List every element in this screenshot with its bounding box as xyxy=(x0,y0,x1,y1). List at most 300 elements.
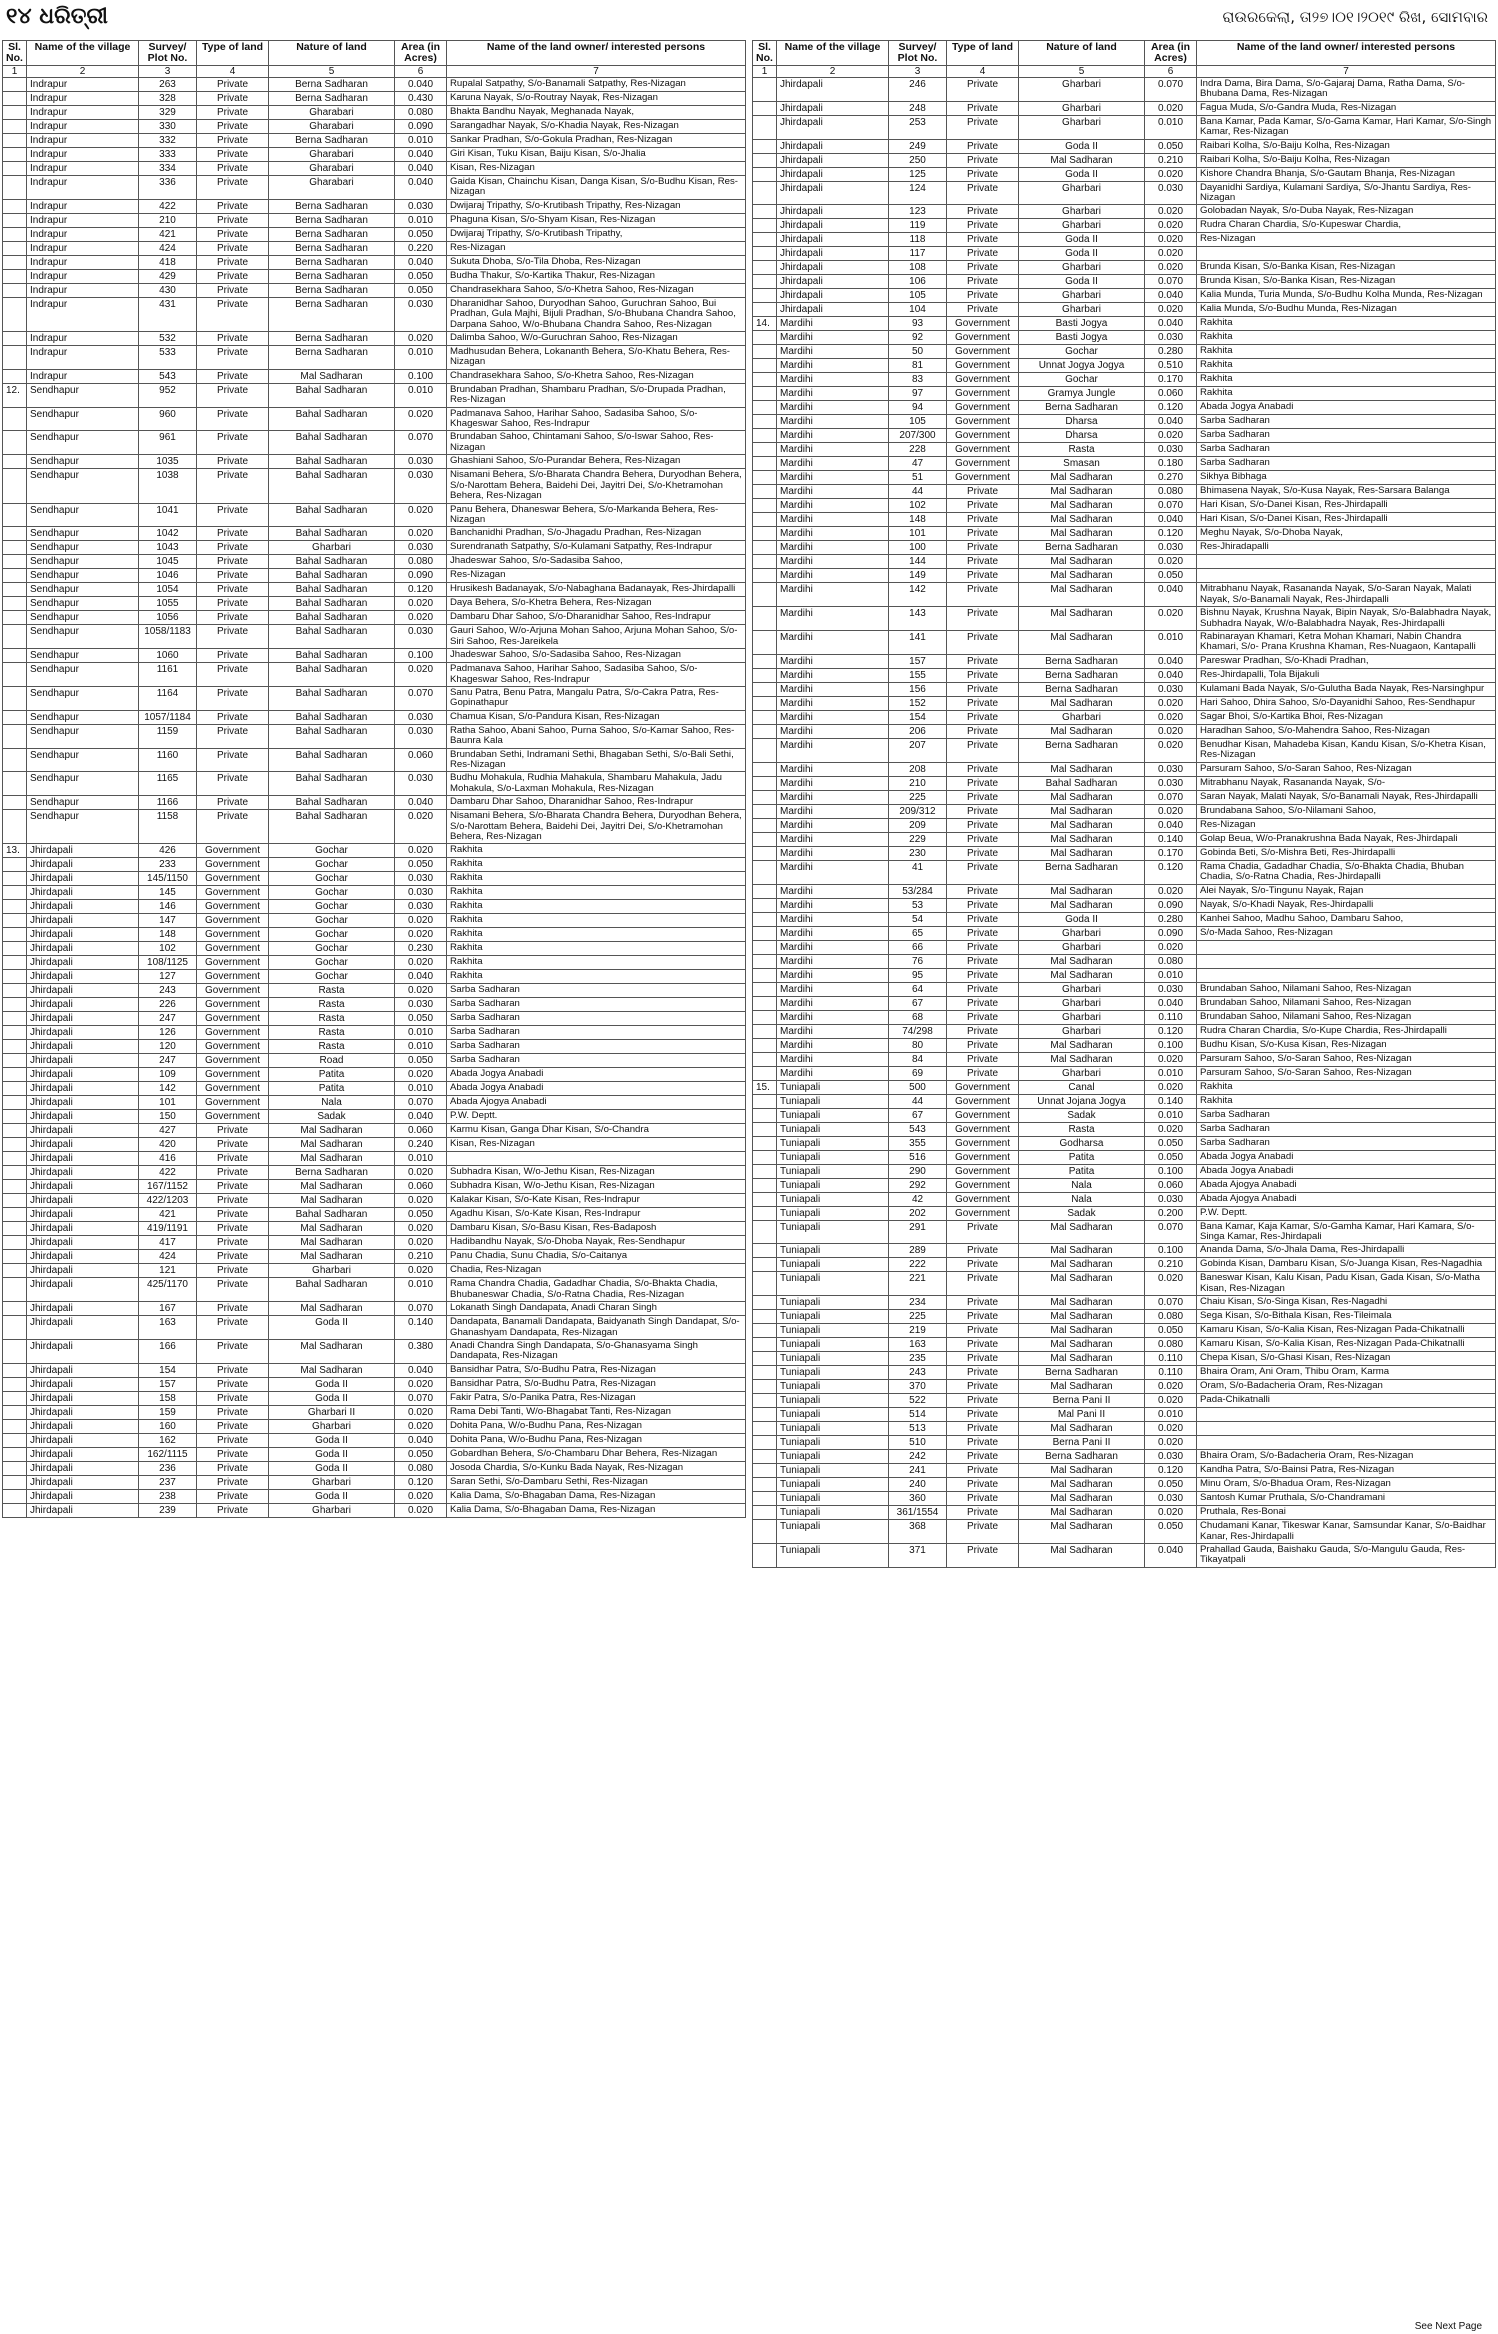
area-acres: 0.050 xyxy=(395,269,447,283)
land-type: Private xyxy=(197,1208,269,1222)
area-acres: 0.020 xyxy=(395,1194,447,1208)
village-name: Jhirdapali xyxy=(777,247,889,261)
table-row xyxy=(753,710,1496,724)
table-row xyxy=(3,1068,746,1082)
land-nature: Mal Sadharan xyxy=(269,1194,395,1208)
land-type: Private xyxy=(197,383,269,407)
land-type: Private xyxy=(947,818,1019,832)
area-acres: 0.210 xyxy=(1145,1258,1197,1272)
serial-no xyxy=(753,1122,777,1136)
land-type: Private xyxy=(197,346,269,370)
serial-no xyxy=(753,1296,777,1310)
owner-names: S/o-Mada Sahoo, Res-Nizagan xyxy=(1197,926,1496,940)
column-number: 2 xyxy=(27,66,139,78)
plot-no: 206 xyxy=(889,724,947,738)
serial-no xyxy=(753,387,777,401)
owner-names: Dwijaraj Tripathy, S/o-Krutibash Tripathy, Res-Nizagan xyxy=(447,199,746,213)
serial-no xyxy=(3,748,27,772)
table-row xyxy=(753,1066,1496,1080)
land-nature: Gharbari xyxy=(1019,101,1145,115)
serial-no xyxy=(3,956,27,970)
serial-no xyxy=(3,369,27,383)
serial-no xyxy=(3,625,27,649)
land-nature: Gochar xyxy=(269,886,395,900)
column-header: Nature of land xyxy=(269,41,395,66)
area-acres: 0.140 xyxy=(395,1316,447,1340)
area-acres: 0.020 xyxy=(395,984,447,998)
plot-no: 235 xyxy=(889,1352,947,1366)
owner-names: Rakhita xyxy=(1197,387,1496,401)
area-acres: 0.070 xyxy=(1145,1220,1197,1244)
land-nature: Mal Sadharan xyxy=(1019,527,1145,541)
serial-no xyxy=(3,469,27,503)
table-head xyxy=(3,41,746,78)
owner-names: Brundaban Sahoo, Chintamani Sahoo, S/o-Iswar Sahoo, Res-Nizagan xyxy=(447,431,746,455)
village-name: Sendhapur xyxy=(27,541,139,555)
village-name: Jhirdapali xyxy=(27,858,139,872)
area-acres: 0.030 xyxy=(1145,762,1197,776)
land-nature: Nala xyxy=(1019,1192,1145,1206)
area-acres: 0.280 xyxy=(1145,345,1197,359)
land-type: Private xyxy=(197,583,269,597)
area-acres: 0.110 xyxy=(1145,1366,1197,1380)
plot-no: 952 xyxy=(139,383,197,407)
village-name: Jhirdapali xyxy=(777,233,889,247)
serial-no xyxy=(753,668,777,682)
land-type: Government xyxy=(947,1108,1019,1122)
table-row xyxy=(3,1236,746,1250)
area-acres: 0.020 xyxy=(1145,804,1197,818)
land-nature: Gharbari xyxy=(1019,289,1145,303)
land-type: Government xyxy=(197,1068,269,1082)
area-acres: 0.020 xyxy=(1145,205,1197,219)
owner-names: Parsuram Sahoo, S/o-Saran Sahoo, Res-Nizagan xyxy=(1197,762,1496,776)
land-type: Government xyxy=(197,928,269,942)
land-nature: Mal Sadharan xyxy=(1019,846,1145,860)
serial-no xyxy=(3,199,27,213)
owner-names: Sarba Sadharan xyxy=(1197,1136,1496,1150)
land-type: Private xyxy=(197,1180,269,1194)
land-nature: Mal Sadharan xyxy=(1019,1038,1145,1052)
land-nature: Gochar xyxy=(269,970,395,984)
serial-no xyxy=(3,942,27,956)
owner-names: Sagar Bhoi, S/o-Kartika Bhoi, Res-Nizagan xyxy=(1197,710,1496,724)
serial-no xyxy=(3,1302,27,1316)
plot-no: 100 xyxy=(889,541,947,555)
plot-no: 425/1170 xyxy=(139,1278,197,1302)
land-type: Private xyxy=(947,607,1019,631)
area-acres: 0.040 xyxy=(395,148,447,162)
area-acres: 0.040 xyxy=(395,1363,447,1377)
land-type: Government xyxy=(947,1206,1019,1220)
table-row xyxy=(3,106,746,120)
plot-no: 422 xyxy=(139,1166,197,1180)
serial-no xyxy=(753,78,777,102)
land-nature: Berna Sadharan xyxy=(269,269,395,283)
serial-no xyxy=(753,710,777,724)
serial-no xyxy=(753,1310,777,1324)
serial-no xyxy=(3,541,27,555)
plot-no: 334 xyxy=(139,162,197,176)
table-row xyxy=(3,1405,746,1419)
area-acres: 0.030 xyxy=(1145,1450,1197,1464)
land-type: Private xyxy=(947,101,1019,115)
plot-no: 426 xyxy=(139,844,197,858)
land-nature: Goda II xyxy=(269,1391,395,1405)
area-acres: 0.090 xyxy=(395,120,447,134)
land-type: Private xyxy=(947,219,1019,233)
owner-names: Bhimasena Nayak, S/o-Kusa Nayak, Res-Sarsara Balanga xyxy=(1197,485,1496,499)
plot-no: 416 xyxy=(139,1152,197,1166)
land-nature: Mal Sadharan xyxy=(269,1302,395,1316)
owner-names: Abada Ajogya Anabadi xyxy=(447,1096,746,1110)
village-name: Jhirdapali xyxy=(27,1489,139,1503)
plot-no: 1046 xyxy=(139,569,197,583)
owner-names xyxy=(1197,954,1496,968)
serial-no xyxy=(753,583,777,607)
land-nature: Gharbari xyxy=(1019,219,1145,233)
serial-no xyxy=(3,1096,27,1110)
village-name: Mardihi xyxy=(777,429,889,443)
village-name: Jhirdapali xyxy=(27,998,139,1012)
owner-names: Parsuram Sahoo, S/o-Saran Sahoo, Res-Nizagan xyxy=(1197,1066,1496,1080)
land-nature: Berna Sadharan xyxy=(1019,1366,1145,1380)
owner-names: Bana Kamar, Pada Kamar, S/o-Gama Kamar, Hari Kamar, S/o-Singh Kamar, Res-Nizagan xyxy=(1197,115,1496,139)
serial-no xyxy=(3,346,27,370)
land-type: Private xyxy=(197,663,269,687)
land-type: Government xyxy=(947,387,1019,401)
land-nature: Sadak xyxy=(1019,1108,1145,1122)
table-row xyxy=(3,1026,746,1040)
land-type: Private xyxy=(197,1302,269,1316)
plot-no: 1043 xyxy=(139,541,197,555)
column-header: Name of the land owner/ interested persons xyxy=(1197,41,1496,66)
table-row xyxy=(3,78,746,92)
area-acres: 0.020 xyxy=(395,844,447,858)
table-row xyxy=(753,345,1496,359)
table-row xyxy=(3,332,746,346)
plot-no: 207/300 xyxy=(889,429,947,443)
land-nature: Mal Sadharan xyxy=(1019,471,1145,485)
area-acres: 0.380 xyxy=(395,1340,447,1364)
village-name: Mardihi xyxy=(777,607,889,631)
serial-no xyxy=(3,527,27,541)
owner-names xyxy=(1197,1436,1496,1450)
table-row xyxy=(3,297,746,331)
serial-no xyxy=(753,1506,777,1520)
serial-no xyxy=(753,541,777,555)
table-row xyxy=(753,1038,1496,1052)
land-nature: Mal Sadharan xyxy=(1019,1258,1145,1272)
land-nature: Berna Sadharan xyxy=(269,134,395,148)
area-acres: 0.020 xyxy=(1145,696,1197,710)
village-name: Mardihi xyxy=(777,668,889,682)
village-name: Mardihi xyxy=(777,912,889,926)
table-row xyxy=(3,1194,746,1208)
village-name: Sendhapur xyxy=(27,431,139,455)
plot-no: 209/312 xyxy=(889,804,947,818)
serial-no xyxy=(3,407,27,431)
serial-no xyxy=(3,120,27,134)
plot-no: 156 xyxy=(889,682,947,696)
area-acres: 0.040 xyxy=(395,1433,447,1447)
area-acres: 0.120 xyxy=(1145,1464,1197,1478)
land-nature: Mal Sadharan xyxy=(269,1124,395,1138)
serial-no xyxy=(753,1164,777,1178)
land-nature: Mal Sadharan xyxy=(1019,884,1145,898)
table-row xyxy=(3,407,746,431)
area-acres: 0.050 xyxy=(1145,1324,1197,1338)
plot-no: 236 xyxy=(139,1461,197,1475)
plot-no: 1158 xyxy=(139,810,197,844)
area-acres: 0.060 xyxy=(395,1124,447,1138)
land-type: Private xyxy=(947,1436,1019,1450)
village-name: Jhirdapali xyxy=(27,872,139,886)
land-nature: Gharbari xyxy=(1019,1066,1145,1080)
serial-no xyxy=(3,1124,27,1138)
land-type: Private xyxy=(197,1166,269,1180)
village-name: Indrapur xyxy=(27,78,139,92)
owner-names: Rakhita xyxy=(1197,1080,1496,1094)
table-row xyxy=(3,1278,746,1302)
village-name: Sendhapur xyxy=(27,407,139,431)
village-name: Jhirdapali xyxy=(27,1447,139,1461)
area-acres: 0.140 xyxy=(1145,832,1197,846)
land-type: Private xyxy=(947,832,1019,846)
village-name: Jhirdapali xyxy=(27,1503,139,1517)
plot-no: 1058/1183 xyxy=(139,625,197,649)
land-nature: Mal Sadharan xyxy=(1019,499,1145,513)
land-nature: Berna Sadharan xyxy=(269,241,395,255)
serial-no xyxy=(753,912,777,926)
owner-names: Res-Nizagan xyxy=(1197,818,1496,832)
village-name: Indrapur xyxy=(27,227,139,241)
land-nature: Gharbari xyxy=(1019,205,1145,219)
table-row xyxy=(753,205,1496,219)
table-row xyxy=(753,1543,1496,1567)
area-acres: 0.030 xyxy=(395,199,447,213)
table-row xyxy=(753,1136,1496,1150)
serial-no xyxy=(3,1026,27,1040)
land-type: Private xyxy=(947,167,1019,181)
plot-no: 290 xyxy=(889,1164,947,1178)
land-type: Government xyxy=(197,1054,269,1068)
land-nature: Bahal Sadharan xyxy=(269,663,395,687)
village-name: Mardihi xyxy=(777,471,889,485)
area-acres: 0.090 xyxy=(395,569,447,583)
owner-names: Chaiu Kisan, S/o-Singa Kisan, Res-Nagadhi xyxy=(1197,1296,1496,1310)
plot-no: 152 xyxy=(889,696,947,710)
area-acres: 0.020 xyxy=(395,332,447,346)
table-row xyxy=(3,1340,746,1364)
land-type: Private xyxy=(197,431,269,455)
plot-no: 95 xyxy=(889,968,947,982)
land-type: Private xyxy=(947,696,1019,710)
area-acres: 0.020 xyxy=(395,527,447,541)
land-nature: Bahal Sadharan xyxy=(269,686,395,710)
area-acres: 0.030 xyxy=(395,886,447,900)
column-header: Area (in Acres) xyxy=(1145,41,1197,66)
village-name: Indrapur xyxy=(27,332,139,346)
village-name: Jhirdapali xyxy=(777,219,889,233)
village-name: Mardihi xyxy=(777,804,889,818)
land-type: Private xyxy=(947,1478,1019,1492)
land-nature: Berna Sadharan xyxy=(1019,738,1145,762)
land-type: Private xyxy=(197,597,269,611)
serial-no xyxy=(753,1244,777,1258)
serial-no xyxy=(753,1206,777,1220)
village-name: Jhirdapali xyxy=(27,1068,139,1082)
land-type: Government xyxy=(947,1164,1019,1178)
village-name: Mardihi xyxy=(777,569,889,583)
owner-names: Brundaban Sahoo, Nilamani Sahoo, Res-Nizagan xyxy=(1197,996,1496,1010)
land-nature: Gramya Jungle xyxy=(1019,387,1145,401)
table-row xyxy=(3,1166,746,1180)
land-type: Government xyxy=(947,373,1019,387)
area-acres: 0.050 xyxy=(395,1208,447,1222)
table-row xyxy=(3,541,746,555)
plot-no: 120 xyxy=(139,1040,197,1054)
land-type: Private xyxy=(947,115,1019,139)
village-name: Sendhapur xyxy=(27,611,139,625)
land-table-right xyxy=(752,40,1496,1568)
serial-no xyxy=(753,1436,777,1450)
owner-names: Pruthala, Res-Bonai xyxy=(1197,1506,1496,1520)
land-nature: Mal Sadharan xyxy=(1019,1052,1145,1066)
column-number: 1 xyxy=(3,66,27,78)
table-row xyxy=(753,668,1496,682)
serial-no xyxy=(3,148,27,162)
village-name: Mardihi xyxy=(777,682,889,696)
land-type: Private xyxy=(947,926,1019,940)
land-nature: Mal Sadharan xyxy=(1019,1520,1145,1544)
serial-no xyxy=(3,970,27,984)
land-type: Government xyxy=(197,1082,269,1096)
land-type: Private xyxy=(947,139,1019,153)
land-type: Private xyxy=(947,1010,1019,1024)
plot-no: 225 xyxy=(889,1310,947,1324)
owner-names: Padmanava Sahoo, Harihar Sahoo, Sadasiba Sahoo, S/o-Khageswar Sahoo, Res-Indrapur xyxy=(447,407,746,431)
table-row xyxy=(3,227,746,241)
land-type: Private xyxy=(947,631,1019,655)
serial-no xyxy=(3,1419,27,1433)
area-acres: 0.040 xyxy=(1145,513,1197,527)
land-nature: Rasta xyxy=(269,1026,395,1040)
table-row xyxy=(3,625,746,649)
serial-no xyxy=(753,1408,777,1422)
land-nature: Goda II xyxy=(269,1377,395,1391)
plot-no: 248 xyxy=(889,101,947,115)
serial-no xyxy=(753,954,777,968)
land-type: Private xyxy=(947,846,1019,860)
serial-no xyxy=(753,776,777,790)
table-row xyxy=(3,748,746,772)
village-name: Sendhapur xyxy=(27,569,139,583)
plot-no: 424 xyxy=(139,1250,197,1264)
land-type: Private xyxy=(947,1394,1019,1408)
land-type: Private xyxy=(947,710,1019,724)
serial-no xyxy=(3,1250,27,1264)
owner-names: Sarba Sadharan xyxy=(1197,1122,1496,1136)
area-acres: 0.080 xyxy=(1145,1338,1197,1352)
plot-no: 81 xyxy=(889,359,947,373)
area-acres: 0.040 xyxy=(395,78,447,92)
owner-names: Brundabana Sahoo, S/o-Nilamani Sahoo, xyxy=(1197,804,1496,818)
area-acres: 0.020 xyxy=(395,810,447,844)
plot-no: 162 xyxy=(139,1433,197,1447)
village-name: Jhirdapali xyxy=(27,844,139,858)
column-number: 2 xyxy=(777,66,889,78)
land-nature: Gochar xyxy=(269,914,395,928)
land-nature: Gharbari xyxy=(1019,78,1145,102)
owner-names: Res-Jhiradapalli xyxy=(1197,541,1496,555)
owner-names: Sarba Sadharan xyxy=(447,1054,746,1068)
plot-no: 239 xyxy=(139,1503,197,1517)
plot-no: 230 xyxy=(889,846,947,860)
plot-no: 336 xyxy=(139,176,197,200)
serial-no xyxy=(753,1464,777,1478)
table-body xyxy=(3,78,746,1518)
serial-no xyxy=(3,686,27,710)
table-row xyxy=(753,860,1496,884)
plot-no: 420 xyxy=(139,1138,197,1152)
area-acres: 0.070 xyxy=(395,431,447,455)
plot-no: 121 xyxy=(139,1264,197,1278)
village-name: Indrapur xyxy=(27,269,139,283)
area-acres: 0.070 xyxy=(1145,1296,1197,1310)
area-acres: 0.230 xyxy=(395,942,447,956)
serial-no xyxy=(753,233,777,247)
plot-no: 68 xyxy=(889,1010,947,1024)
table-row xyxy=(3,1377,746,1391)
plot-no: 532 xyxy=(139,332,197,346)
serial-no xyxy=(753,219,777,233)
plot-no: 1041 xyxy=(139,503,197,527)
village-name: Indrapur xyxy=(27,148,139,162)
land-nature: Dharsa xyxy=(1019,429,1145,443)
area-acres: 0.170 xyxy=(1145,846,1197,860)
table-row xyxy=(3,1110,746,1124)
village-name: Jhirdapali xyxy=(27,1138,139,1152)
village-name: Mardihi xyxy=(777,926,889,940)
owner-names: Abada Ajogya Anabadi xyxy=(1197,1178,1496,1192)
owner-names: Brundaban Pradhan, Shambaru Pradhan, S/o-Drupada Pradhan, Res-Nizagan xyxy=(447,383,746,407)
village-name: Jhirdapali xyxy=(27,1194,139,1208)
table-row xyxy=(753,331,1496,345)
land-type: Private xyxy=(197,503,269,527)
owner-names xyxy=(447,1152,746,1166)
land-nature: Mal Sadharan xyxy=(1019,790,1145,804)
table-row xyxy=(753,275,1496,289)
table-row xyxy=(753,359,1496,373)
land-nature: Bahal Sadharan xyxy=(269,724,395,748)
land-type: Private xyxy=(947,181,1019,205)
village-name: Mardihi xyxy=(777,762,889,776)
area-acres: 0.200 xyxy=(1145,1206,1197,1220)
land-type: Private xyxy=(197,369,269,383)
land-nature: Bahal Sadharan xyxy=(269,583,395,597)
column-number-row xyxy=(753,66,1496,78)
table-row xyxy=(753,724,1496,738)
right-column xyxy=(752,40,1496,2334)
table-row xyxy=(753,1492,1496,1506)
village-name: Mardihi xyxy=(777,345,889,359)
village-name: Jhirdapali xyxy=(777,115,889,139)
plot-no: 418 xyxy=(139,255,197,269)
serial-no xyxy=(753,1422,777,1436)
village-name: Mardihi xyxy=(777,485,889,499)
plot-no: 243 xyxy=(889,1366,947,1380)
